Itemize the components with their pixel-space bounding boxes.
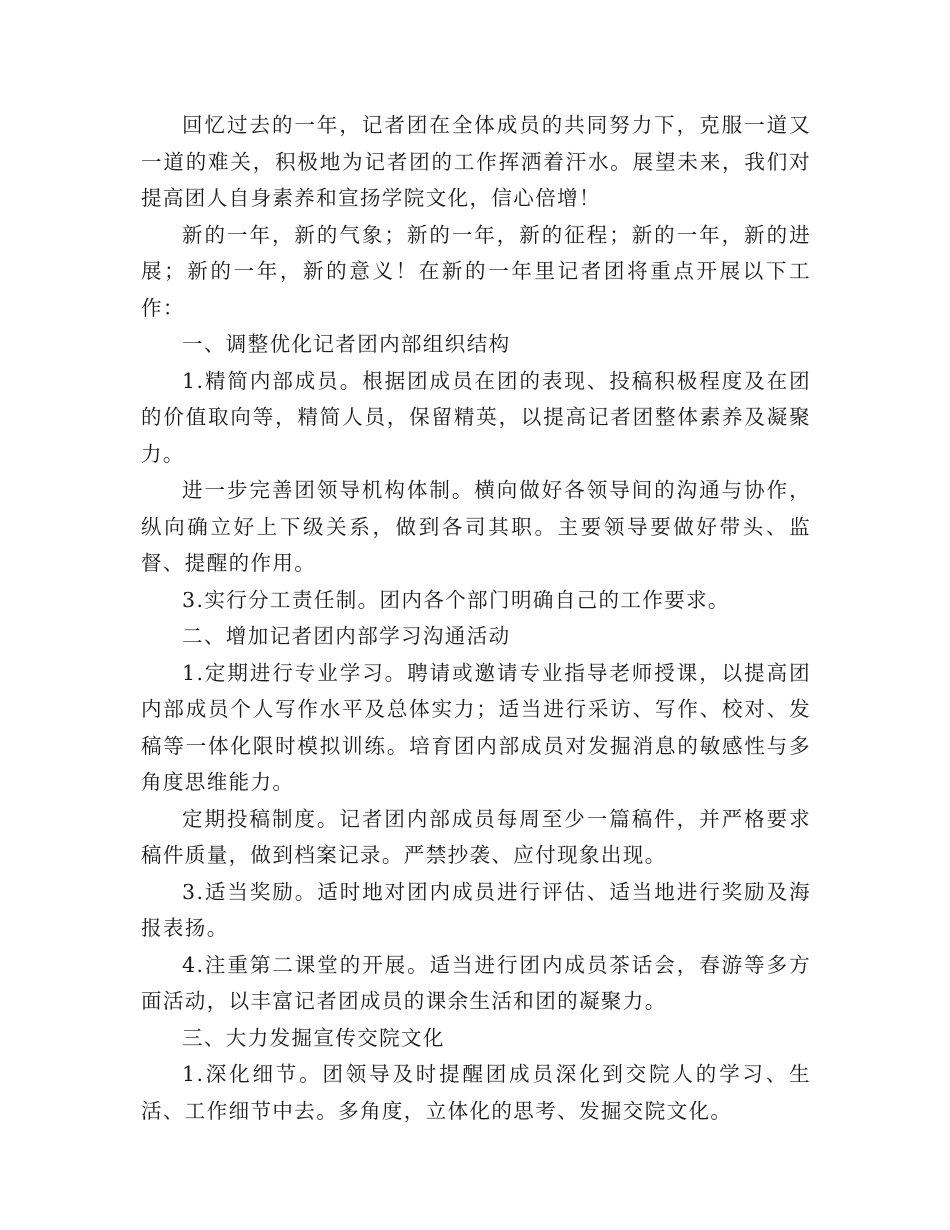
document-body <box>141 107 811 1129</box>
section-heading-2: 二、增加记者团内部学习沟通活动 <box>182 624 511 648</box>
paragraph-1-2: 进一步完善团领导机构体制。横向做好各领导间的沟通与协作，纵向确立好上下级关系，做到各司其职。主要领导要做好带头、监督、提醒的作用。 <box>141 478 811 575</box>
paragraph-2-4: 4.注重第二课堂的开展。适当进行团内成员茶话会，春游等多方面活动，以丰富记者团成员的课余生活和团的凝聚力。 <box>141 952 811 1013</box>
paragraph-new-year: 新的一年，新的气象；新的一年，新的征程；新的一年，新的进展；新的一年，新的意义！在新的一年里记者团将重点开展以下工作： <box>141 222 811 320</box>
section-heading-1: 一、调整优化记者团内部组织结构 <box>182 332 511 356</box>
paragraph-1-3: 3.实行分工责任制。团内各个部门明确自己的工作要求。 <box>182 587 730 612</box>
paragraph-review: 回忆过去的一年，记者团在全体成员的共同努力下，克服一道又一道的难关，积极地为记者团的工作挥洒着汗水。展望未来，我们对提高团人自身素养和宣扬学院文化，信心倍增！ <box>141 113 811 210</box>
paragraph-2-1: 1.定期进行专业学习。聘请或邀请专业指导老师授课，以提高团内部成员个人写作水平及总体实力；适当进行采访、写作、校对、发稿等一体化限时模拟训练。培育团内部成员对发掘消息的敏感性与多角度思维能力。 <box>141 660 811 794</box>
paragraph-2-3: 3.适当奖励。适时地对团内成员进行评估、适当地进行奖励及海报表扬。 <box>141 879 811 940</box>
paragraph-2-2: 定期投稿制度。记者团内部成员每周至少一篇稿件，并严格要求稿件质量，做到档案记录。严禁抄袭、应付现象出现。 <box>141 806 811 867</box>
paragraph-1-1: 1.精简内部成员。根据团成员在团的表现、投稿积极程度及在团的价值取向等，精简人员，保留精英，以提高记者团整体素养及凝聚力。 <box>141 368 811 466</box>
section-heading-3: 三、大力发掘宣传交院文化 <box>182 1025 445 1050</box>
paragraph-3-1: 1.深化细节。团领导及时提醒团成员深化到交院人的学习、生活、工作细节中去。多角度，立体化的思考、发掘交院文化。 <box>141 1062 811 1123</box>
